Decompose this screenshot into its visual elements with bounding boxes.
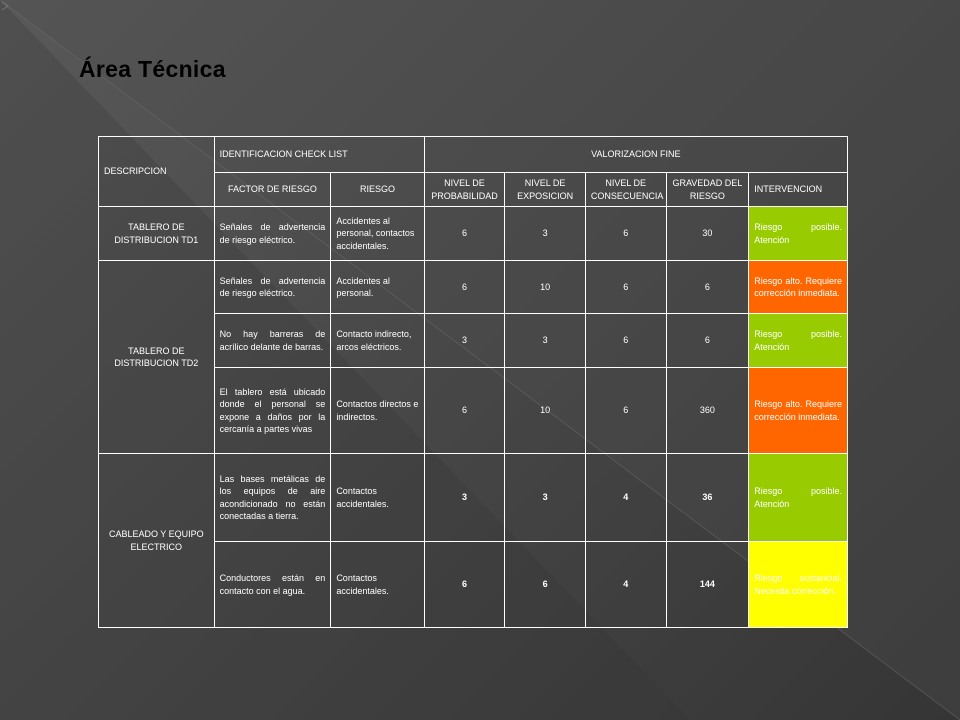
riesgo-cell: Contacto indirecto, arcos eléctricos. [331, 314, 424, 368]
header-valorizacion: VALORIZACION FINE [424, 137, 847, 173]
chevron-right-icon [2, 2, 8, 10]
header-riesgo: RIESGO [331, 173, 424, 207]
header-intervencion: INTERVENCION [749, 173, 848, 207]
header-exposicion: NIVEL DE EXPOSICION [505, 173, 586, 207]
probabilidad-cell: 6 [424, 207, 505, 261]
probabilidad-cell: 3 [424, 454, 505, 542]
consecuencia-cell: 4 [585, 454, 666, 542]
risk-table [98, 136, 848, 628]
intervencion-cell: Riesgo alto. Requiere corrección inmediata. [749, 261, 848, 314]
intervencion-cell: Riesgo posible. Atención [749, 207, 848, 261]
riesgo-cell: Accidentes al personal, contactos accidentales. [331, 207, 424, 261]
gravedad-cell: 30 [666, 207, 749, 261]
gravedad-cell: 144 [666, 542, 749, 628]
consecuencia-cell: 4 [585, 542, 666, 628]
exposicion-cell: 10 [505, 261, 586, 314]
group-descripcion: TABLERO DE DISTRIBUCION TD2 [99, 261, 215, 454]
consecuencia-cell: 6 [585, 368, 666, 454]
exposicion-cell: 10 [505, 368, 586, 454]
probabilidad-cell: 6 [424, 261, 505, 314]
intervencion-cell: Riesgo sustancial. Necesita corrección. [749, 542, 848, 628]
exposicion-cell: 6 [505, 542, 586, 628]
probabilidad-cell: 6 [424, 368, 505, 454]
gravedad-cell: 36 [666, 454, 749, 542]
header-descripcion: DESCRIPCION [99, 137, 215, 207]
intervencion-cell: Riesgo posible. Atención [749, 454, 848, 542]
probabilidad-cell: 3 [424, 314, 505, 368]
intervencion-cell: Riesgo alto. Requiere corrección inmediata. [749, 368, 848, 454]
header-row-1 [99, 137, 848, 173]
header-identificacion: IDENTIFICACION CHECK LIST [214, 137, 424, 173]
table-row [99, 261, 848, 314]
riesgo-cell: Contactos accidentales. [331, 542, 424, 628]
factor-cell: Las bases metálicas de los equipos de aire acondicionado no están conectadas a tierra. [214, 454, 331, 542]
factor-cell: Conductores están en contacto con el agua. [214, 542, 331, 628]
factor-cell: Señales de advertencia de riesgo eléctrico. [214, 207, 331, 261]
riesgo-cell: Accidentes al personal. [331, 261, 424, 314]
gravedad-cell: 360 [666, 368, 749, 454]
header-gravedad: GRAVEDAD DEL RIESGO [666, 173, 749, 207]
riesgo-cell: Contactos directos e indirectos. [331, 368, 424, 454]
header-consecuencia: NIVEL DE CONSECUENCIA [585, 173, 666, 207]
consecuencia-cell: 6 [585, 207, 666, 261]
consecuencia-cell: 6 [585, 314, 666, 368]
exposicion-cell: 3 [505, 454, 586, 542]
intervencion-cell: Riesgo posible. Atención [749, 314, 848, 368]
factor-cell: El tablero está ubicado donde el personal se expone a daños por la cercanía a partes vivas [214, 368, 331, 454]
factor-cell: Señales de advertencia de riesgo eléctrico. [214, 261, 331, 314]
group-descripcion: TABLERO DE DISTRIBUCION TD1 [99, 207, 215, 261]
exposicion-cell: 3 [505, 314, 586, 368]
factor-cell: No hay barreras de acrílico delante de barras. [214, 314, 331, 368]
header-probabilidad: NIVEL DE PROBABILIDAD [424, 173, 505, 207]
probabilidad-cell: 6 [424, 542, 505, 628]
table-row [99, 454, 848, 542]
header-factor: FACTOR DE RIESGO [214, 173, 331, 207]
table-row [99, 207, 848, 261]
gravedad-cell: 6 [666, 314, 749, 368]
page-title: Área Técnica [79, 56, 226, 82]
group-descripcion: CABLEADO Y EQUIPO ELECTRICO [99, 454, 215, 628]
chevron-decoration-icon [0, 0, 12, 720]
exposicion-cell: 3 [505, 207, 586, 261]
gravedad-cell: 6 [666, 261, 749, 314]
consecuencia-cell: 6 [585, 261, 666, 314]
riesgo-cell: Contactos accidentales. [331, 454, 424, 542]
